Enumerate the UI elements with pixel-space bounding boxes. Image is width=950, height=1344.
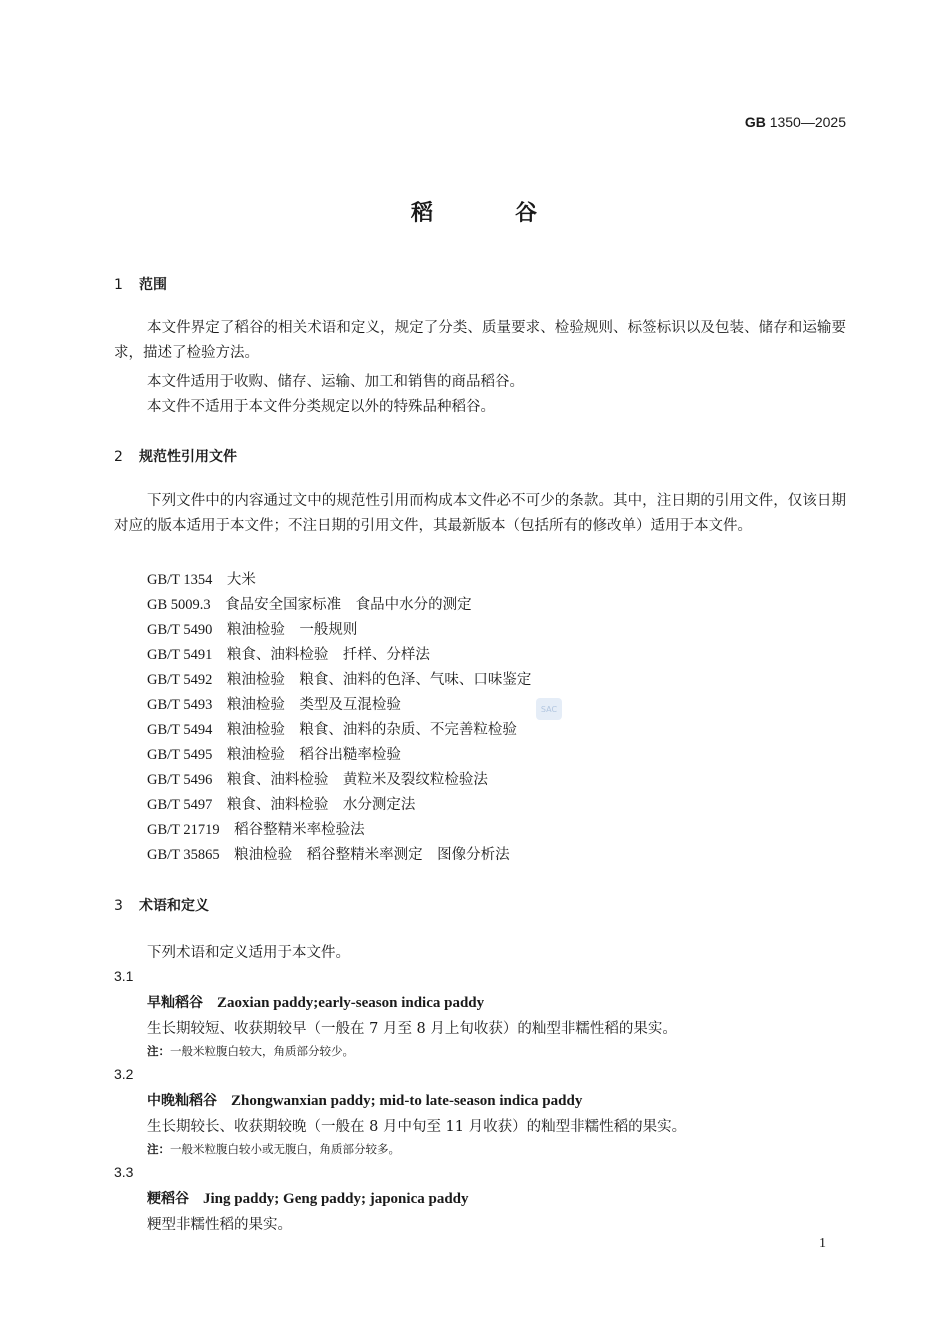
section-1-heading: 1 范围 — [114, 277, 167, 293]
ref-item: GB/T 5496 粮食、油料检验 黄粒米及裂纹粒检验法 — [147, 772, 488, 788]
ref-item: GB/T 5494 粮油检验 粮食、油料的杂质、不完善粒检验 — [147, 722, 517, 738]
document-title — [0, 196, 950, 227]
term-heading: 中晚籼稻谷 Zhongwanxian paddy; mid-to late-season indica paddy — [147, 1093, 583, 1109]
section-3-heading: 3 术语和定义 — [114, 898, 209, 914]
standard-number: GB 1350—2025 — [744, 114, 846, 130]
section-3-intro: 下列术语和定义适用于本文件。 — [147, 945, 350, 961]
term-number: 3.1 — [114, 968, 134, 984]
term-definition: 生长期较短、收获期较早（一般在 7 月至 8 月上旬收获）的籼型非糯性稻的果实。 — [147, 1021, 677, 1037]
term-note: 注：一般米粒腹白较大，角质部分较少。 — [147, 1044, 354, 1058]
section-1-paragraph-1: 本文件界定了稻谷的相关术语和定义，规定了分类、质量要求、检验规则、标签标识以及包装、储存和运输要求，描述了检验方法。 — [114, 320, 846, 361]
term-definition: 粳型非糯性稻的果实。 — [147, 1217, 292, 1233]
section-2-intro: 下列文件中的内容通过文中的规范性引用而构成本文件必不可少的条款。其中，注日期的引用文件，仅该日期对应的版本适用于本文件；不注日期的引用文件，其最新版本（包括所有的修改单）适用于本文件。 — [114, 493, 846, 534]
section-1-paragraph-2: 本文件适用于收购、储存、运输、加工和销售的商品稻谷。 — [147, 374, 524, 390]
ref-item: GB/T 5492 粮油检验 粮食、油料的色泽、气味、口味鉴定 — [147, 672, 532, 688]
ref-item: GB/T 21719 稻谷整精米率检验法 — [147, 822, 365, 838]
term-note: 注：一般米粒腹白较小或无腹白，角质部分较多。 — [147, 1142, 400, 1156]
title-char-1: 稻 — [410, 201, 435, 226]
title-char-2: 谷 — [515, 201, 540, 226]
section-2-heading: 2 规范性引用文件 — [114, 449, 237, 465]
term-heading: 粳稻谷 Jing paddy; Geng paddy; japonica paddy — [147, 1191, 469, 1207]
ref-item: GB/T 35865 粮油检验 稻谷整精米率测定 图像分析法 — [147, 847, 510, 863]
term-number: 3.3 — [114, 1164, 134, 1180]
ref-item: GB/T 5497 粮食、油料检验 水分测定法 — [147, 797, 416, 813]
ref-item: GB 5009.3 食品安全国家标准 食品中水分的测定 — [147, 597, 472, 613]
term-number: 3.2 — [114, 1066, 134, 1082]
term-heading: 早籼稻谷 Zaoxian paddy;early-season indica paddy — [147, 995, 485, 1011]
ref-item: GB/T 1354 大米 — [147, 572, 256, 588]
watermark-logo: SAC — [536, 698, 562, 720]
ref-item: GB/T 5495 粮油检验 稻谷出糙率检验 — [147, 747, 401, 763]
term-definition: 生长期较长、收获期较晚（一般在 8 月中旬至 11 月收获）的籼型非糯性稻的果实。 — [147, 1119, 687, 1135]
page-number: 1 — [819, 1236, 826, 1251]
ref-item: GB/T 5491 粮食、油料检验 扦样、分样法 — [147, 647, 430, 663]
ref-item: GB/T 5490 粮油检验 一般规则 — [147, 622, 358, 638]
ref-item: GB/T 5493 粮油检验 类型及互混检验 — [147, 697, 401, 713]
section-1-paragraph-3: 本文件不适用于本文件分类规定以外的特殊品种稻谷。 — [147, 399, 495, 415]
